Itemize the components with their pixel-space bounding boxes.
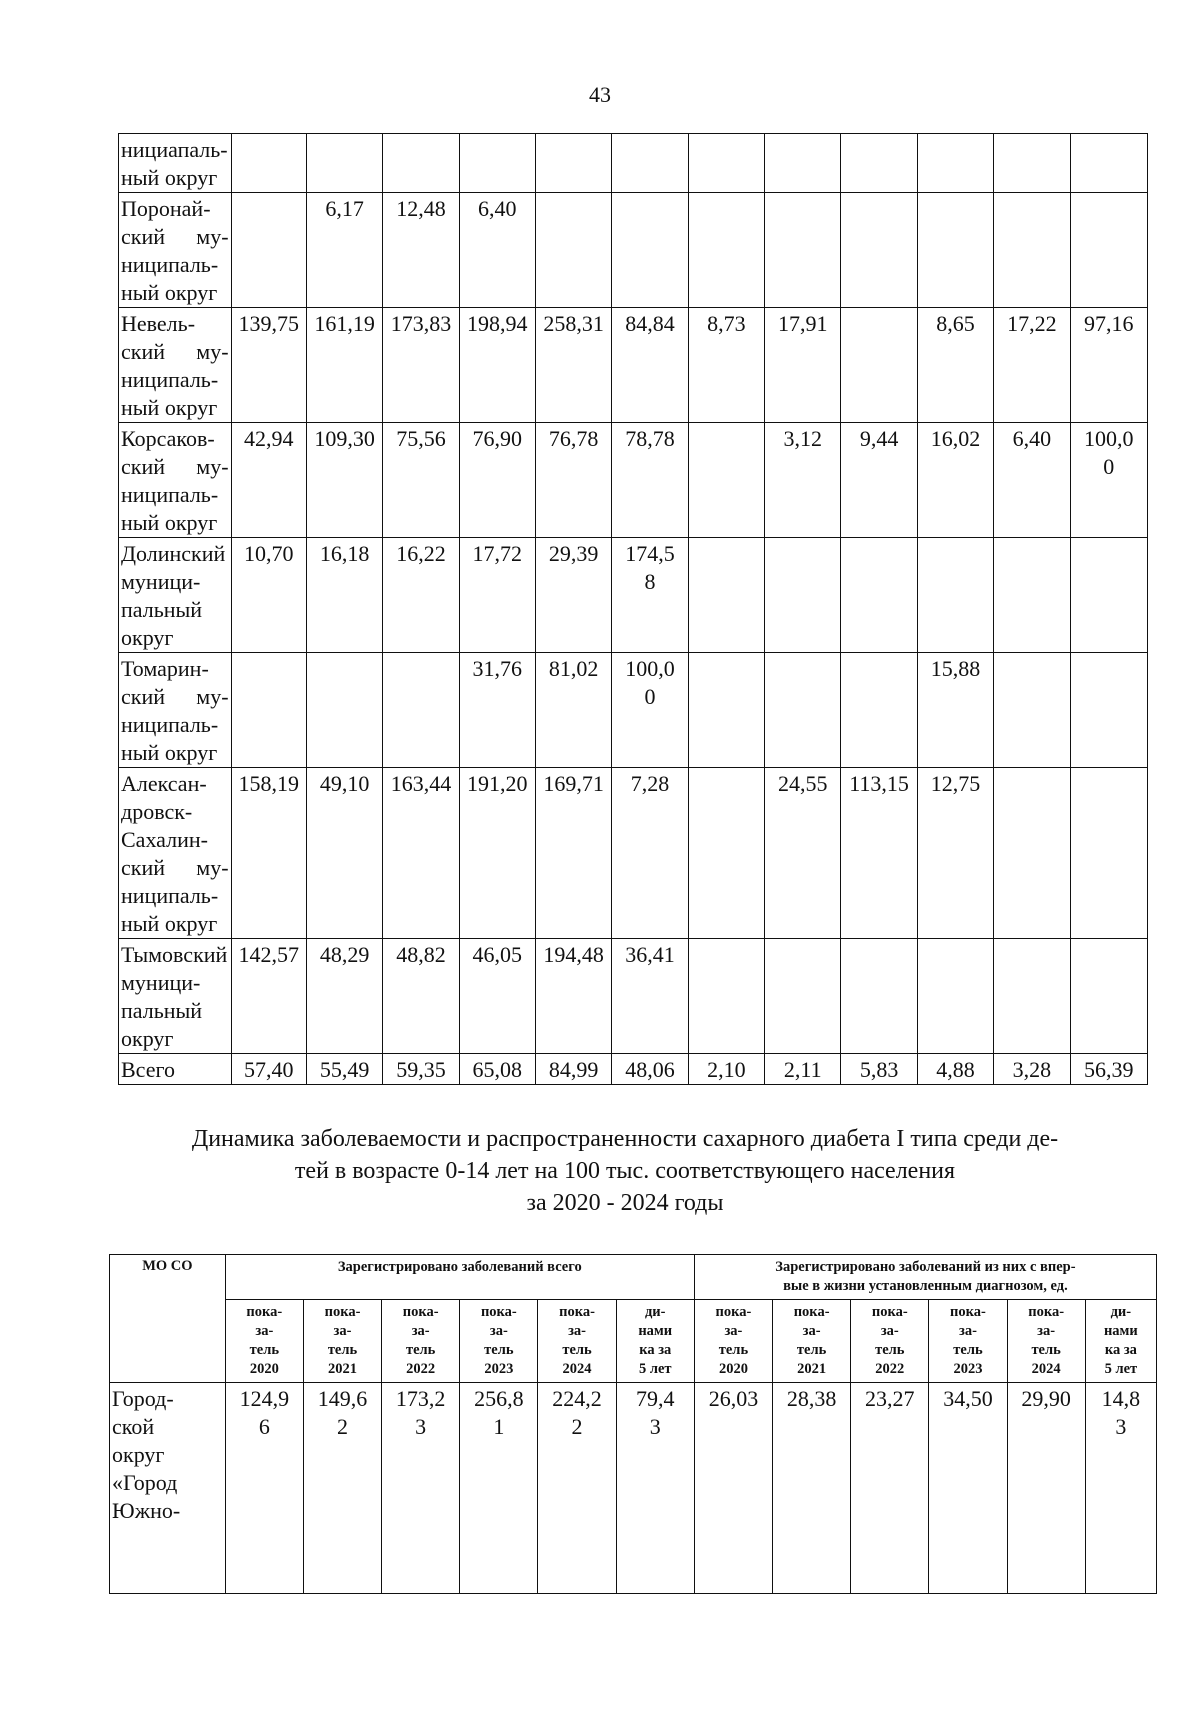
row-name-cell [119, 1054, 232, 1085]
row-name-split-line [121, 683, 229, 711]
value-cell [459, 134, 535, 193]
row-name-line: ский [121, 684, 165, 709]
value-cell: 16,02 [917, 423, 993, 538]
value-cell [688, 653, 764, 768]
value-cell [688, 193, 764, 308]
value-cell [841, 653, 917, 768]
subheader-cell: пока- за- тель 2024 [1007, 1300, 1085, 1383]
row-name-line: ниципаль- [121, 712, 219, 737]
row-name-split-line [121, 223, 229, 251]
heading-line-1: Динамика заболеваемости и распространенности сахарного диабета I типа среди де- [191, 1126, 1059, 1152]
value-cell: 3,12 [765, 423, 841, 538]
value-cell: 5,83 [841, 1054, 917, 1085]
value-cell [688, 134, 764, 193]
row-name-cell: Город- ской округ «Город Южно- [110, 1383, 226, 1594]
table-row [119, 193, 1148, 308]
value-cell: 12,48 [383, 193, 459, 308]
value-cell: 48,06 [612, 1054, 688, 1085]
value-cell [994, 193, 1070, 308]
row-name-line: ниципаль- [121, 482, 219, 507]
value-cell: 113,15 [841, 768, 917, 939]
row-name-text: Долинский муници- пальный округ [121, 541, 226, 650]
value-cell: 31,76 [459, 653, 535, 768]
value-cell [231, 653, 306, 768]
value-cell: 256,8 1 [460, 1383, 538, 1594]
table-row [119, 1054, 1148, 1085]
value-cell [1070, 193, 1148, 308]
value-cell [994, 653, 1070, 768]
subheader-cell: ди- нами ка за 5 лет [1085, 1300, 1156, 1383]
value-cell: 55,49 [306, 1054, 382, 1085]
value-cell: 97,16 [1070, 308, 1148, 423]
value-cell [612, 134, 688, 193]
value-cell [994, 134, 1070, 193]
value-cell: 174,5 8 [612, 538, 688, 653]
value-cell: 173,2 3 [382, 1383, 460, 1594]
value-cell [535, 134, 611, 193]
value-cell [688, 768, 764, 939]
value-cell: 124,9 6 [225, 1383, 303, 1594]
row-name-line: ский [121, 855, 165, 880]
value-cell: 42,94 [231, 423, 306, 538]
value-cell: 158,19 [231, 768, 306, 939]
value-cell: 28,38 [773, 1383, 851, 1594]
value-cell [765, 653, 841, 768]
value-cell: 161,19 [306, 308, 382, 423]
value-cell: 6,40 [459, 193, 535, 308]
row-name-split-line [121, 338, 229, 366]
value-cell: 84,99 [535, 1054, 611, 1085]
value-cell: 191,20 [459, 768, 535, 939]
row-name-cell [119, 768, 232, 939]
value-cell [1070, 653, 1148, 768]
header-registered-first-time: Зарегистрировано заболеваний из них с впер- вые в жизни установленным диагнозом, ед. [694, 1255, 1156, 1300]
value-cell: 9,44 [841, 423, 917, 538]
value-cell [917, 193, 993, 308]
subheader-cell: пока- за- тель 2020 [225, 1300, 303, 1383]
value-cell: 6,40 [994, 423, 1070, 538]
value-cell: 173,83 [383, 308, 459, 423]
value-cell: 59,35 [383, 1054, 459, 1085]
row-name-line: му- [196, 224, 229, 249]
value-cell [1070, 538, 1148, 653]
row-name-line: му- [196, 855, 229, 880]
table-row [119, 308, 1148, 423]
value-cell [994, 768, 1070, 939]
subheader-cell: пока- за- тель 2024 [538, 1300, 616, 1383]
subheader-cell: пока- за- тель 2021 [303, 1300, 381, 1383]
value-cell: 100,0 0 [1070, 423, 1148, 538]
value-cell: 14,8 3 [1085, 1383, 1156, 1594]
value-cell [917, 939, 993, 1054]
row-name-cell [119, 538, 232, 653]
value-cell: 109,30 [306, 423, 382, 538]
value-cell: 75,56 [383, 423, 459, 538]
row-name-line: ниципаль- [121, 252, 219, 277]
row-name-split-line [121, 854, 229, 882]
value-cell: 163,44 [383, 768, 459, 939]
value-cell: 16,18 [306, 538, 382, 653]
value-cell: 17,72 [459, 538, 535, 653]
value-cell: 84,84 [612, 308, 688, 423]
value-cell: 56,39 [1070, 1054, 1148, 1085]
row-name-line: Невель- [121, 311, 196, 336]
row-name-line: ный округ [121, 395, 218, 420]
table-row [119, 538, 1148, 653]
value-cell [841, 134, 917, 193]
value-cell [306, 134, 382, 193]
value-cell [383, 653, 459, 768]
table-row [119, 939, 1148, 1054]
row-name-text: Тымовский муници- пальный округ [121, 942, 228, 1051]
value-cell: 149,6 2 [303, 1383, 381, 1594]
value-cell: 65,08 [459, 1054, 535, 1085]
value-cell [535, 193, 611, 308]
value-cell [688, 423, 764, 538]
value-cell: 2,11 [765, 1054, 841, 1085]
value-cell [231, 193, 306, 308]
header-registered-total: Зарегистрировано заболеваний всего [225, 1255, 694, 1300]
value-cell: 24,55 [765, 768, 841, 939]
row-name-line: ский [121, 339, 165, 364]
value-cell [765, 134, 841, 193]
value-cell: 169,71 [535, 768, 611, 939]
value-cell [1070, 768, 1148, 939]
heading-line-3: за 2020 - 2024 годы [526, 1190, 724, 1216]
value-cell: 17,22 [994, 308, 1070, 423]
value-cell [841, 193, 917, 308]
value-cell [383, 134, 459, 193]
subheader-cell: пока- за- тель 2023 [929, 1300, 1007, 1383]
heading-line-2: тей в возрасте 0-14 лет на 100 тыс. соответствующего населения [294, 1158, 956, 1184]
row-name-cell [119, 193, 232, 308]
value-cell: 34,50 [929, 1383, 1007, 1594]
value-cell [1070, 134, 1148, 193]
value-cell: 8,73 [688, 308, 764, 423]
value-cell: 79,4 3 [616, 1383, 694, 1594]
incidence-table-continued [118, 133, 1148, 1085]
value-cell: 258,31 [535, 308, 611, 423]
row-name-line: му- [196, 339, 229, 364]
subheader-cell: пока- за- тель 2022 [382, 1300, 460, 1383]
value-cell [841, 308, 917, 423]
diabetes-children-table [109, 1254, 1157, 1594]
row-name-line: ный округ [121, 280, 218, 305]
row-name-line: ниципаль- [121, 367, 219, 392]
header-mo-so: МО СО [110, 1255, 226, 1383]
value-cell: 7,28 [612, 768, 688, 939]
value-cell: 29,39 [535, 538, 611, 653]
value-cell [917, 134, 993, 193]
value-cell: 10,70 [231, 538, 306, 653]
subheader-row [110, 1300, 1157, 1383]
row-name-line: ский [121, 454, 165, 479]
value-cell [841, 939, 917, 1054]
row-name-cell [119, 939, 232, 1054]
value-cell: 3,28 [994, 1054, 1070, 1085]
row-name-text: Всего [121, 1057, 175, 1082]
value-cell [688, 939, 764, 1054]
subheader-cell: пока- за- тель 2023 [460, 1300, 538, 1383]
value-cell: 16,22 [383, 538, 459, 653]
value-cell: 12,75 [917, 768, 993, 939]
value-cell: 6,17 [306, 193, 382, 308]
value-cell: 78,78 [612, 423, 688, 538]
value-cell [994, 939, 1070, 1054]
page-number: 43 [589, 82, 611, 107]
value-cell: 17,91 [765, 308, 841, 423]
row-name-line: Томарин- [121, 656, 209, 681]
value-cell: 81,02 [535, 653, 611, 768]
value-cell [917, 538, 993, 653]
value-cell: 194,48 [535, 939, 611, 1054]
subheader-cell: пока- за- тель 2022 [851, 1300, 929, 1383]
row-name-split-line [121, 453, 229, 481]
row-name-line: Корсаков- [121, 426, 215, 451]
value-cell: 29,90 [1007, 1383, 1085, 1594]
value-cell [612, 193, 688, 308]
value-cell: 36,41 [612, 939, 688, 1054]
row-name-line: ный округ [121, 740, 218, 765]
value-cell [231, 134, 306, 193]
value-cell [765, 193, 841, 308]
row-name-line: ский [121, 224, 165, 249]
value-cell: 26,03 [694, 1383, 772, 1594]
value-cell: 57,40 [231, 1054, 306, 1085]
table-row [119, 768, 1148, 939]
value-cell: 142,57 [231, 939, 306, 1054]
value-cell: 46,05 [459, 939, 535, 1054]
value-cell [1070, 939, 1148, 1054]
value-cell [765, 538, 841, 653]
value-cell: 4,88 [917, 1054, 993, 1085]
row-name-cell [119, 423, 232, 538]
table-row [119, 134, 1148, 193]
row-name-text: нициапаль- ный округ [121, 137, 228, 190]
subheader-cell: пока- за- тель 2020 [694, 1300, 772, 1383]
value-cell: 2,10 [688, 1054, 764, 1085]
value-cell: 139,75 [231, 308, 306, 423]
row-name-cell [119, 134, 232, 193]
value-cell: 100,0 0 [612, 653, 688, 768]
row-name-cell [119, 653, 232, 768]
value-cell [765, 939, 841, 1054]
value-cell: 76,90 [459, 423, 535, 538]
table-row [119, 423, 1148, 538]
row-name-line: ный округ [121, 510, 218, 535]
row-name-line: Алексан- дровск- Сахалин- [121, 771, 208, 852]
value-cell: 48,29 [306, 939, 382, 1054]
table-row [119, 653, 1148, 768]
subheader-cell: пока- за- тель 2021 [773, 1300, 851, 1383]
section-heading [100, 1123, 1150, 1219]
table1-body [119, 134, 1148, 1085]
row-name-line: Поронай- [121, 196, 211, 221]
value-cell: 15,88 [917, 653, 993, 768]
value-cell: 198,94 [459, 308, 535, 423]
row-name-cell [119, 308, 232, 423]
value-cell [841, 538, 917, 653]
table-row [110, 1383, 1157, 1594]
value-cell: 76,78 [535, 423, 611, 538]
row-name-line: ниципаль- [121, 883, 219, 908]
row-name-line: ный округ [121, 911, 218, 936]
value-cell: 49,10 [306, 768, 382, 939]
value-cell [306, 653, 382, 768]
row-name-line: му- [196, 684, 229, 709]
value-cell: 8,65 [917, 308, 993, 423]
value-cell: 23,27 [851, 1383, 929, 1594]
value-cell [688, 538, 764, 653]
subheader-cell: ди- нами ка за 5 лет [616, 1300, 694, 1383]
value-cell [994, 538, 1070, 653]
row-name-line: му- [196, 454, 229, 479]
value-cell: 224,2 2 [538, 1383, 616, 1594]
value-cell: 48,82 [383, 939, 459, 1054]
